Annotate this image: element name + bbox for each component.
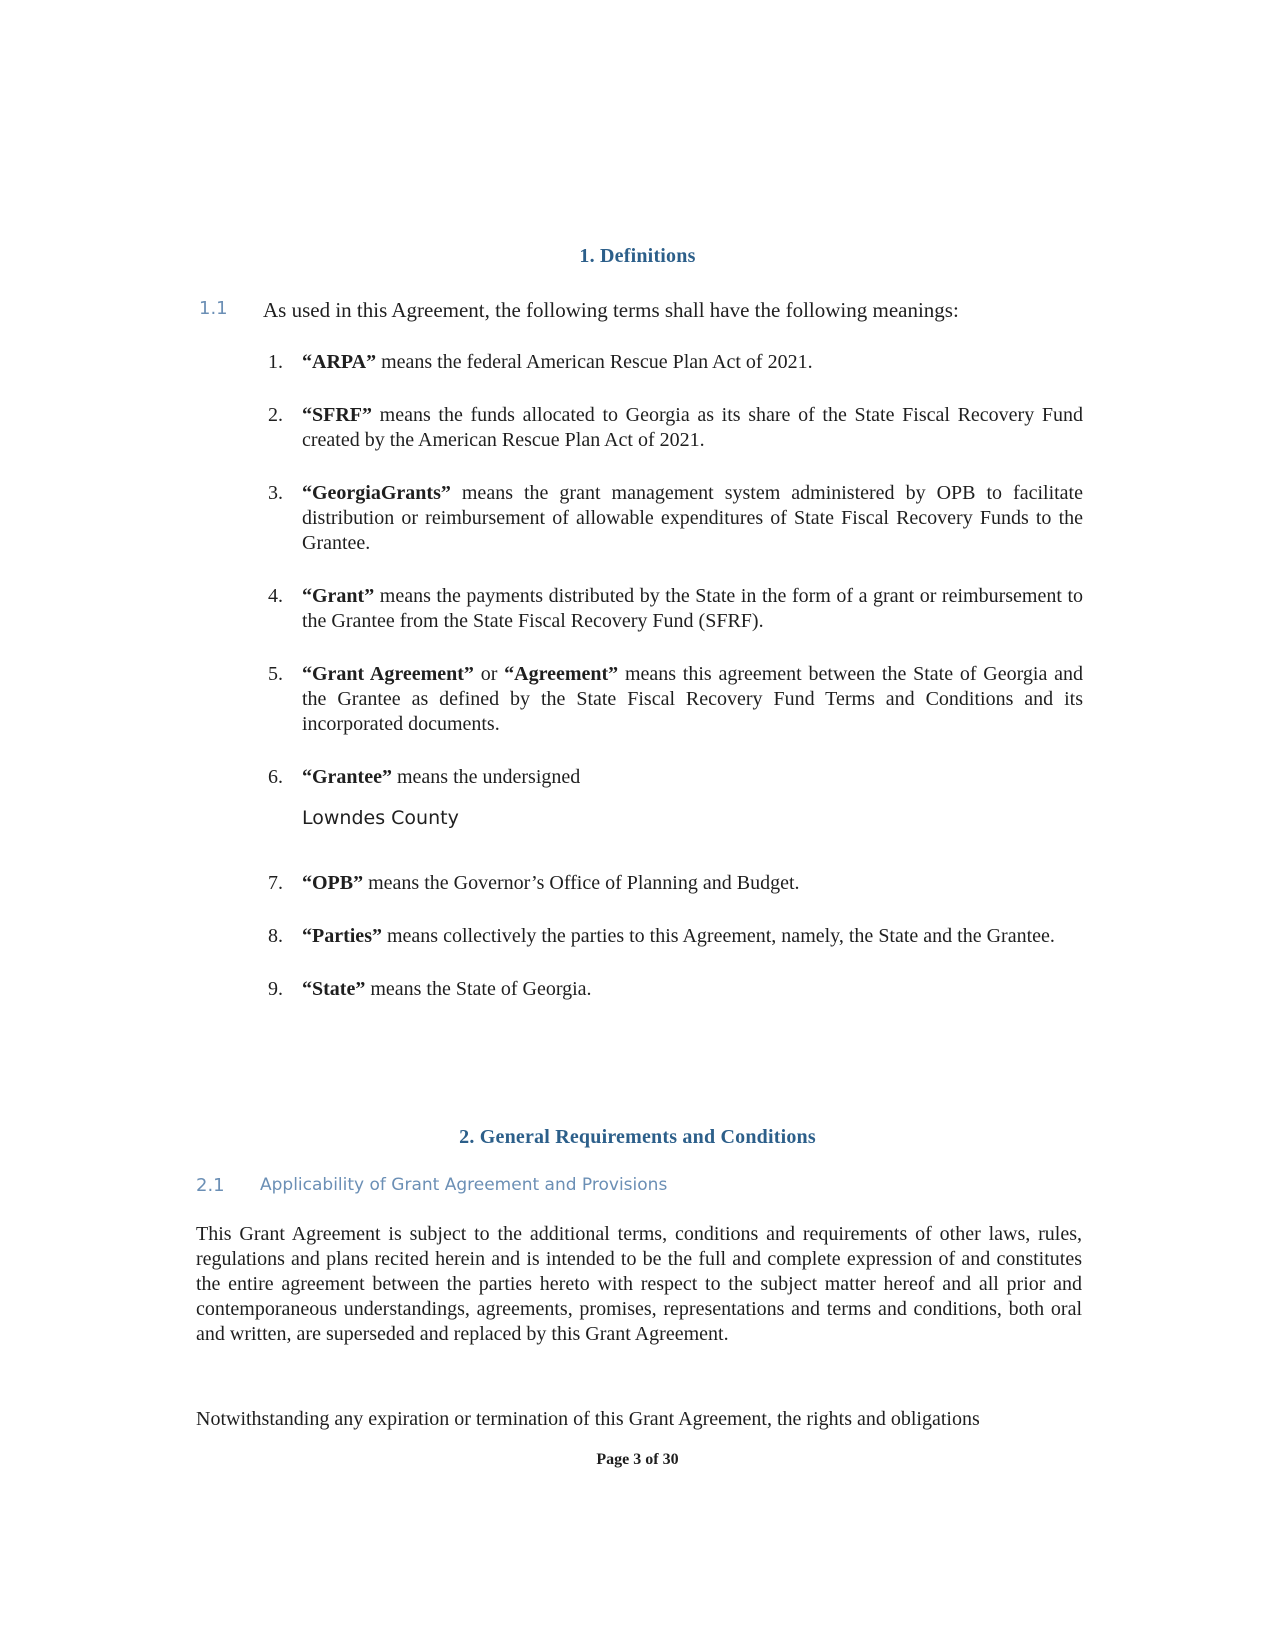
definition-number: 3. — [268, 482, 283, 504]
definition-term: “State” — [302, 978, 366, 1000]
applicability-paragraph: This Grant Agreement is subject to the additional terms, conditions and requirements of other laws, rules, regulations and plans recited herein and is intended to be the full and complete expression of and constitutes the entire agreement between the parties hereto with respect to the subject matter hereof and all prior and contemporaneous understandings, agreements, promises, representations and terms and conditions, both oral and written, are superseded and replaced by this Grant Agreement. — [196, 1223, 1082, 1345]
definitions-list — [263, 350, 1083, 1030]
grantee-name-field: Lowndes County — [302, 807, 459, 829]
definition-text: means the grant management system administered by OPB to facilitate distribution or reimbursement of allowable expenditures of State Fiscal Recovery Funds to the Grantee. — [302, 482, 1083, 554]
definition-term: “Grant Agreement” — [302, 663, 474, 685]
definitions-intro: As used in this Agreement, the following terms shall have the following meanings: — [263, 298, 959, 322]
survival-paragraph: Notwithstanding any expiration or termination of this Grant Agreement, the rights and obligations — [196, 1408, 980, 1430]
definition-term: “SFRF” — [302, 404, 372, 426]
definition-text: means the State of Georgia. — [365, 978, 592, 1000]
definition-number: 5. — [268, 663, 283, 685]
definition-item — [263, 584, 1083, 634]
definition-text: means the Governor’s Office of Planning and Budget. — [363, 872, 800, 894]
subsection-2-1-title: Applicability of Grant Agreement and Provisions — [260, 1175, 668, 1195]
subsection-2-1-number: 2.1 — [196, 1175, 225, 1196]
definition-item — [263, 403, 1083, 453]
page-number: Page 3 of 30 — [596, 1451, 679, 1468]
section-2-title: 2. General Requirements and Conditions — [459, 1126, 816, 1148]
definition-item — [263, 350, 1083, 375]
definition-text: means the undersigned — [391, 766, 581, 788]
definition-term: “OPB” — [302, 872, 364, 894]
definition-number: 4. — [268, 585, 283, 607]
definition-number: 9. — [268, 978, 283, 1000]
definition-term-alt: “Agreement” — [504, 663, 619, 685]
definition-item — [263, 977, 1083, 1002]
definition-item — [263, 765, 1083, 831]
definition-term: “Grant” — [302, 585, 375, 607]
definition-term: “Grantee” — [302, 766, 392, 788]
definition-text: means the federal American Rescue Plan Act of 2021. — [376, 351, 813, 373]
subsection-1-1-number: 1.1 — [199, 298, 228, 319]
definition-connector: or — [473, 663, 505, 685]
definition-text: means the funds allocated to Georgia as its share of the State Fiscal Recovery Fund created by the American Rescue Plan Act of 2021. — [302, 404, 1083, 451]
definition-number: 8. — [268, 925, 283, 947]
section-1-title: 1. Definitions — [579, 245, 696, 267]
definition-item — [263, 871, 1083, 896]
definition-term: “ARPA” — [302, 351, 377, 373]
definition-number: 1. — [268, 351, 283, 373]
definition-term: “Parties” — [302, 925, 382, 947]
definition-number: 2. — [268, 404, 283, 426]
definition-number: 6. — [268, 766, 283, 788]
definition-item — [263, 481, 1083, 556]
definition-text: means the payments distributed by the State in the form of a grant or reimbursement to the Grantee from the State Fiscal Recovery Fund (SFRF). — [302, 585, 1083, 632]
definition-term: “GeorgiaGrants” — [302, 482, 451, 504]
definition-text: means this agreement between the State of Georgia and the Grantee as defined by the State Fiscal Recovery Fund Terms and Conditions and its incorporated documents. — [302, 663, 1083, 735]
definition-number: 7. — [268, 872, 283, 894]
definition-item — [263, 924, 1083, 949]
definition-item — [263, 662, 1083, 737]
definition-text: means collectively the parties to this Agreement, namely, the State and the Grantee. — [381, 925, 1055, 947]
